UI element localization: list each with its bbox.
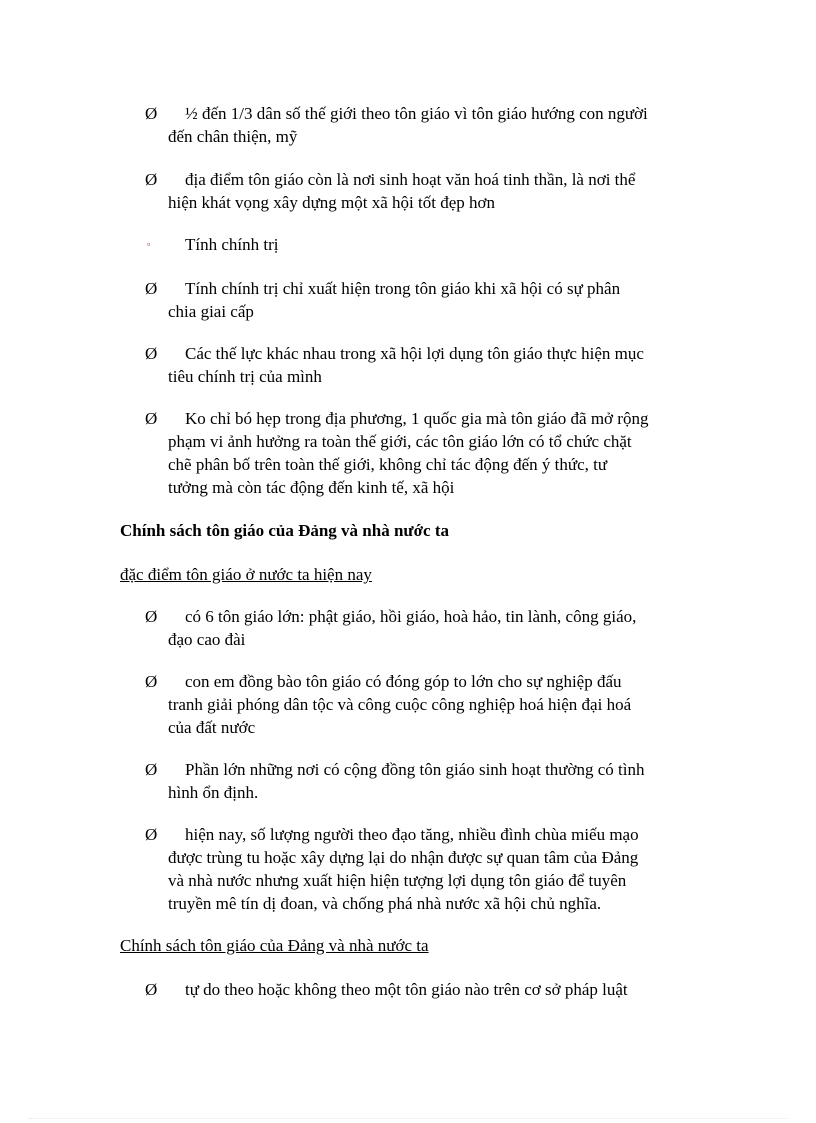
arrow-bullet-icon: Ø bbox=[145, 409, 158, 428]
arrow-bullet-icon: Ø bbox=[145, 279, 158, 298]
list-item-text: ½ đến 1/3 dân số thế giới theo tôn giáo vì tôn giáo hướng con người đến chân thiện, mỹ bbox=[168, 104, 648, 146]
list-item-text: con em đồng bào tôn giáo có đóng góp to lớn cho sự nghiệp đấu tranh giải phóng dân tộc và công cuộc công nghiệp hoá hiện đại hoá của đất nước bbox=[168, 672, 632, 737]
list-item-text: Phần lớn những nơi có cộng đồng tôn giáo sinh hoạt thường có tình hình ổn định. bbox=[168, 760, 645, 802]
arrow-bullet-icon: Ø bbox=[145, 104, 158, 123]
list-item-text: hiện nay, số lượng người theo đạo tăng, nhiều đình chùa miếu mạo được trùng tu hoặc xây dựng lại do nhận được sự quan tâm của Đảng và nhà nước nhưng xuất hiện hiện tượng lợi dụng tôn giáo để tuyên truyền mê tín dị đoan, và chống phá nhà nước xã hội chủ nghĩa. bbox=[168, 825, 639, 913]
arrow-bullet-icon: Ø bbox=[145, 980, 158, 999]
small-bullet-icon: ▫ bbox=[147, 239, 151, 249]
list-item-text: địa điểm tôn giáo còn là nơi sinh hoạt văn hoá tinh thần, là nơi thể hiện khát vọng xây dựng một xã hội tốt đẹp hơn bbox=[168, 170, 636, 212]
subsection-heading: đặc điểm tôn giáo ở nước ta hiện nay bbox=[120, 565, 372, 584]
subsection-heading: Chính sách tôn giáo của Đảng và nhà nước ta bbox=[120, 936, 429, 955]
list-item-text: Tính chính trị chỉ xuất hiện trong tôn giáo khi xã hội có sự phân chia giai cấp bbox=[168, 279, 621, 321]
list-item-text: có 6 tôn giáo lớn: phật giáo, hồi giáo, hoà hảo, tin lành, công giáo, đạo cao đài bbox=[168, 607, 637, 649]
list-item-text: tự do theo hoặc không theo một tôn giáo nào trên cơ sở pháp luật bbox=[185, 980, 628, 999]
arrow-bullet-icon: Ø bbox=[145, 344, 158, 363]
list-item-text: Các thế lực khác nhau trong xã hội lợi dụng tôn giáo thực hiện mục tiêu chính trị của mình bbox=[168, 344, 644, 386]
arrow-bullet-icon: Ø bbox=[145, 607, 158, 626]
list-item-text: Tính chính trị bbox=[185, 235, 279, 254]
arrow-bullet-icon: Ø bbox=[145, 170, 158, 189]
page-bottom-divider bbox=[28, 1118, 788, 1119]
list-item-text: Ko chỉ bó hẹp trong địa phương, 1 quốc gia mà tôn giáo đã mở rộng phạm vi ảnh hưởng ra toàn thế giới, các tôn giáo lớn có tổ chức chặt chẽ phân bố trên toàn thế giới, không chỉ tác động đến ý thức, tư tưởng mà còn tác động đến kinh tế, xã hội bbox=[168, 409, 649, 497]
arrow-bullet-icon: Ø bbox=[145, 672, 158, 691]
arrow-bullet-icon: Ø bbox=[145, 825, 158, 844]
arrow-bullet-icon: Ø bbox=[145, 760, 158, 779]
section-heading: Chính sách tôn giáo của Đảng và nhà nước ta bbox=[120, 521, 449, 540]
